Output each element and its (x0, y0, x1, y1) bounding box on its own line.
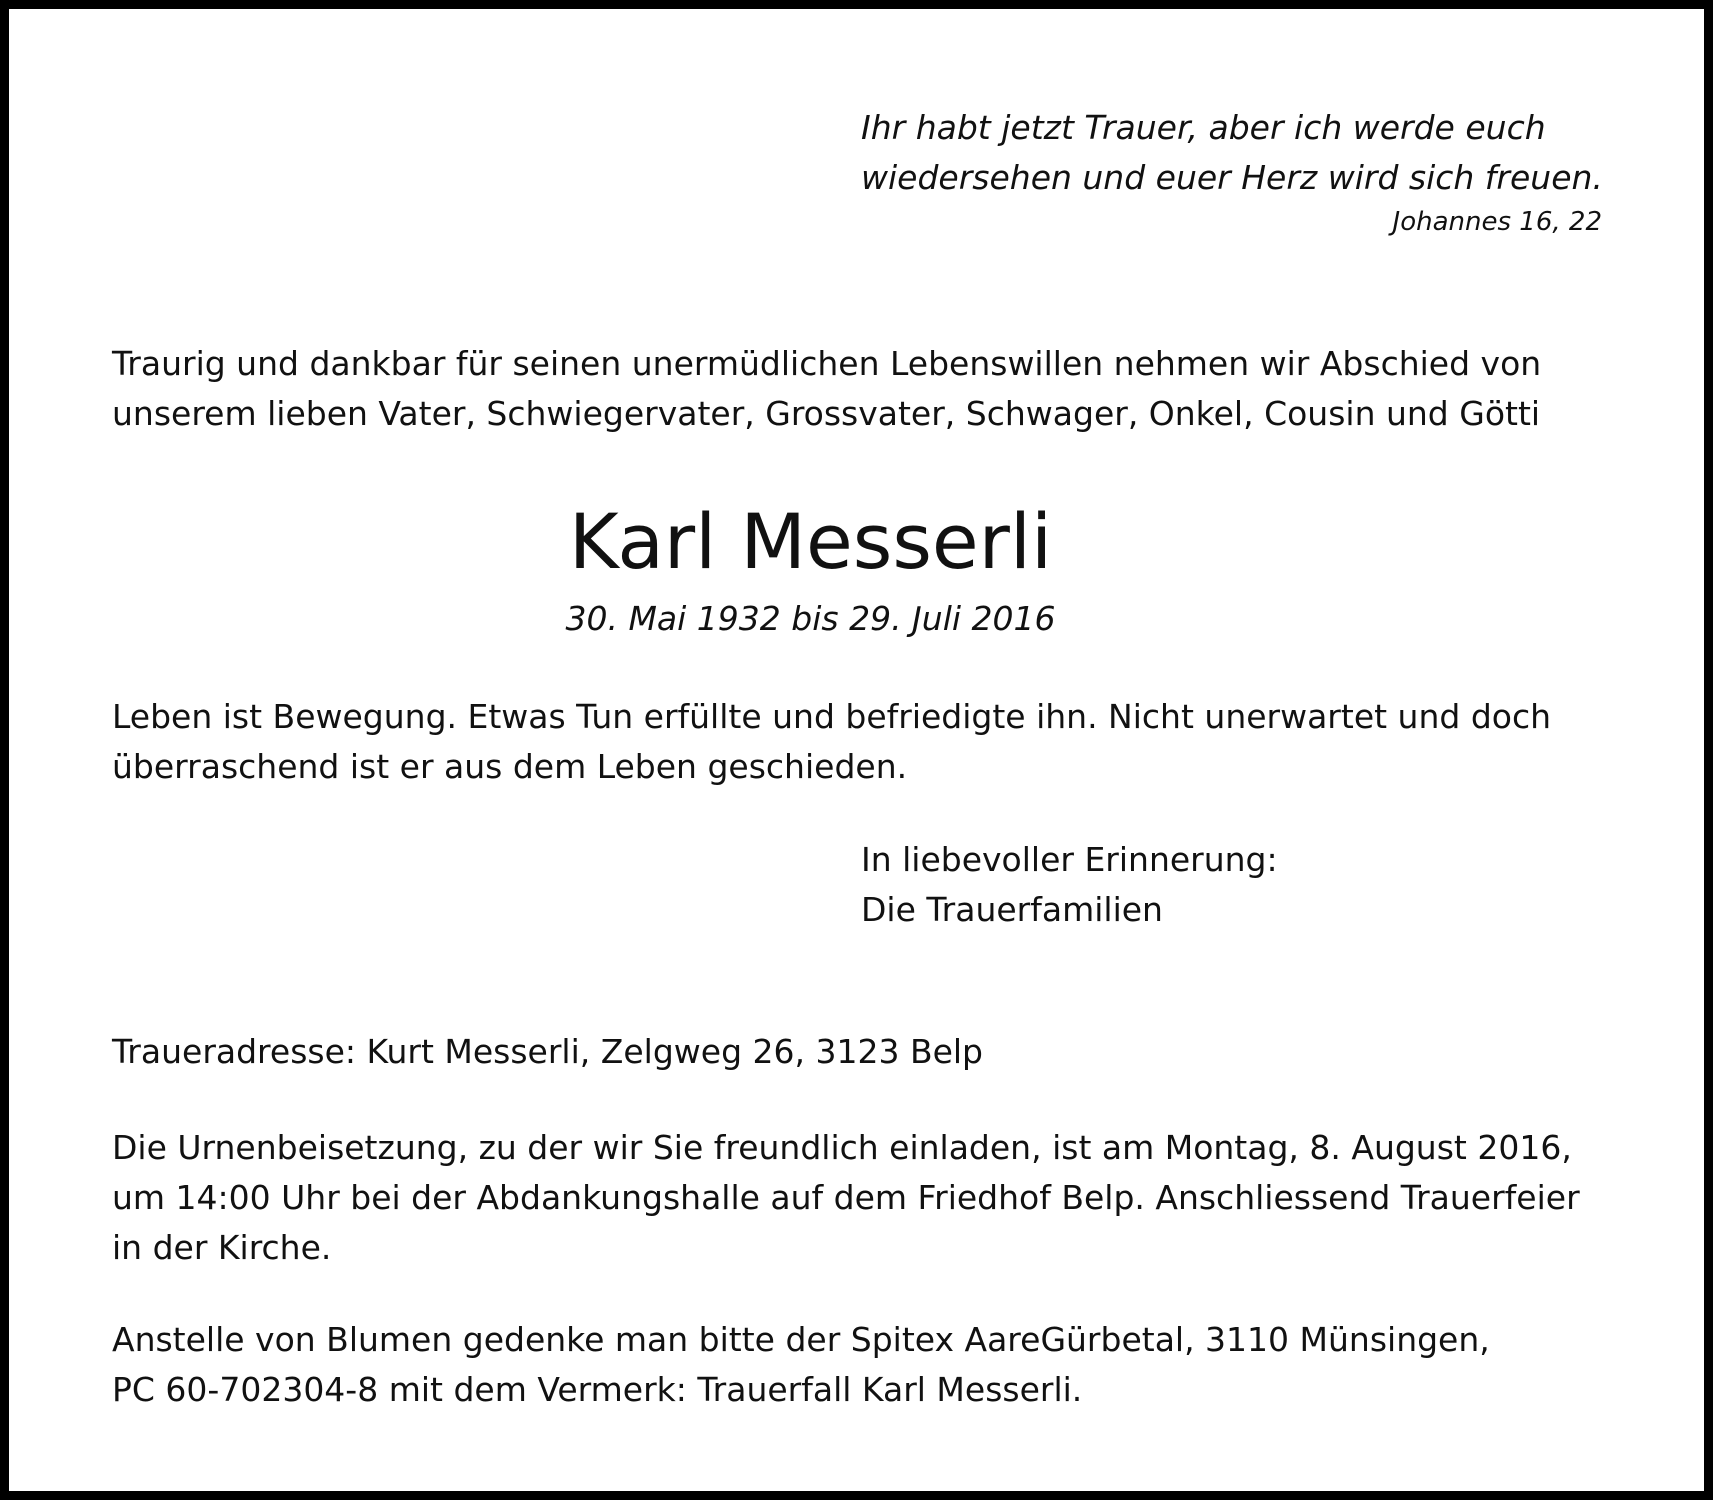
life-dates: 30. Mai 1932 bis 29. Juli 2016 (565, 599, 1056, 638)
quote-line: wiedersehen und euer Herz wird sich freuen. (861, 158, 1603, 197)
donation-line: PC 60-702304-8 mit dem Vermerk: Trauerfall Karl Messerli. (112, 1370, 1083, 1409)
quote-line: Ihr habt jetzt Trauer, aber ich werde euch (861, 108, 1546, 147)
motto-line: Leben ist Bewegung. Etwas Tun erfüllte und befriedigte ihn. Nicht unerwartet und doch (112, 697, 1552, 736)
closing-signature (861, 835, 1278, 935)
donation-paragraph (112, 1315, 1490, 1415)
closing-line: In liebevoller Erinnerung: (861, 840, 1278, 879)
ceremony-line: in der Kirche. (112, 1228, 332, 1267)
quote-source: Johannes 16, 22 (1392, 207, 1602, 237)
bible-quote (861, 103, 1603, 203)
deceased-name: Karl Messerli (568, 497, 1053, 586)
intro-line: Traurig und dankbar für seinen unermüdlichen Lebenswillen nehmen wir Abschied von (112, 344, 1542, 383)
ceremony-paragraph (112, 1123, 1580, 1273)
ceremony-line: Die Urnenbeisetzung, zu der wir Sie freundlich einladen, ist am Montag, 8. August 2016, (112, 1128, 1572, 1167)
ceremony-line: um 14:00 Uhr bei der Abdankungshalle auf dem Friedhof Belp. Anschliessend Trauerfeier (112, 1178, 1580, 1217)
mourning-address: Traueradresse: Kurt Messerli, Zelgweg 26, 3123 Belp (112, 1032, 984, 1071)
motto-paragraph (112, 692, 1551, 792)
intro-paragraph (112, 339, 1541, 439)
motto-line: überraschend ist er aus dem Leben geschieden. (112, 747, 908, 786)
intro-line: unserem lieben Vater, Schwiegervater, Grossvater, Schwager, Onkel, Cousin und Götti (112, 394, 1541, 433)
closing-line: Die Trauerfamilien (861, 890, 1163, 929)
donation-line: Anstelle von Blumen gedenke man bitte der Spitex AareGürbetal, 3110 Münsingen, (112, 1320, 1490, 1359)
